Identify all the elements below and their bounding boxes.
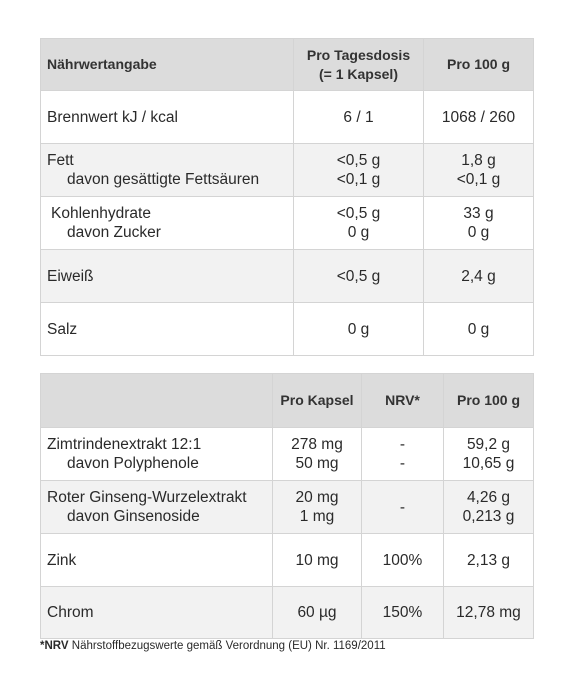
per100-main: 1,8 g — [461, 152, 496, 169]
footnote-text: Nährstoffbezugswerte gemäß Verordnung (EU) Nr. 1169/2011 — [68, 640, 386, 652]
nutrient-main: Kohlenhydrate — [51, 205, 151, 222]
ingredient-main: Roter Ginseng-Wurzelextrakt — [47, 489, 247, 506]
ingredient-name — [41, 428, 273, 481]
ingredients-table-header — [41, 374, 534, 428]
capsule-value — [273, 428, 362, 481]
per100-value: 2,4 g — [424, 250, 534, 303]
nutrient-name — [41, 197, 294, 250]
per100-sub: <0,1 g — [456, 171, 501, 188]
nrv-value: 100% — [362, 534, 444, 587]
table-row — [41, 534, 534, 587]
table-row — [41, 144, 534, 197]
table-row — [41, 197, 534, 250]
per100-value — [424, 144, 534, 197]
per100-main: 4,26 g — [466, 489, 511, 506]
dose-value: <0,5 g — [294, 250, 424, 303]
ingredient-name — [41, 481, 273, 534]
table-row — [41, 428, 534, 481]
ingredient-sub: davon Ginsenoside — [67, 508, 200, 525]
footnote — [40, 640, 386, 652]
dose-sub: <0,1 g — [336, 171, 381, 188]
capsule-main: 278 mg — [291, 436, 343, 453]
header-daily-dose — [294, 39, 424, 91]
header-daily-dose-line2: (= 1 Kapsel) — [319, 65, 398, 82]
nrv-main: - — [399, 436, 406, 453]
table-row — [41, 250, 534, 303]
per100-value — [424, 197, 534, 250]
ingredient-main: Zimtrindenextrakt 12:1 — [47, 436, 202, 453]
per100-sub: 10,65 g — [462, 455, 515, 472]
header-ingredient — [41, 374, 273, 428]
table-row — [41, 587, 534, 639]
capsule-value — [273, 481, 362, 534]
per100-sub: 0 g — [467, 224, 490, 241]
ingredients-table — [40, 373, 534, 639]
capsule-sub: 1 mg — [299, 508, 335, 525]
dose-value: 6 / 1 — [294, 91, 424, 144]
capsule-value: 10 mg — [273, 534, 362, 587]
ingredient-name: Chrom — [41, 587, 273, 639]
nutrient-sub: davon gesättigte Fettsäuren — [67, 171, 260, 188]
per100-value — [444, 428, 534, 481]
nutrient-name: Brennwert kJ / kcal — [41, 91, 294, 144]
capsule-value: 60 µg — [273, 587, 362, 639]
dose-value — [294, 144, 424, 197]
dose-value — [294, 197, 424, 250]
dose-sub: 0 g — [347, 224, 370, 241]
header-per-100g: Pro 100 g — [444, 374, 534, 428]
header-nutrient: Nährwertangabe — [41, 39, 294, 91]
nutrition-table — [40, 38, 534, 356]
capsule-sub: 50 mg — [295, 455, 339, 472]
capsule-main: 20 mg — [295, 489, 339, 506]
nrv-value — [362, 428, 444, 481]
dose-main: <0,5 g — [336, 152, 381, 169]
nutrient-sub: davon Zucker — [67, 224, 161, 241]
per100-value: 12,78 mg — [444, 587, 534, 639]
header-per-100g: Pro 100 g — [424, 39, 534, 91]
header-daily-dose-line1: Pro Tagesdosis — [306, 46, 411, 63]
nutrient-main: Fett — [47, 152, 74, 169]
dose-main: <0,5 g — [336, 205, 381, 222]
ingredient-name: Zink — [41, 534, 273, 587]
header-per-capsule: Pro Kapsel — [273, 374, 362, 428]
nutrient-name: Eiweiß — [41, 250, 294, 303]
per100-value: 2,13 g — [444, 534, 534, 587]
table-row — [41, 91, 534, 144]
nutrient-name — [41, 144, 294, 197]
header-nrv: NRV* — [362, 374, 444, 428]
nutrition-table-header — [41, 39, 534, 91]
ingredient-sub: davon Polyphenole — [67, 455, 199, 472]
footnote-marker: *NRV — [40, 640, 69, 652]
per100-sub: 0,213 g — [462, 508, 515, 525]
per100-value: 0 g — [424, 303, 534, 356]
table-row — [41, 303, 534, 356]
per100-main: 33 g — [463, 205, 494, 222]
table-row — [41, 481, 534, 534]
dose-value: 0 g — [294, 303, 424, 356]
nutrient-name: Salz — [41, 303, 294, 356]
per100-value — [444, 481, 534, 534]
nrv-value: - — [362, 481, 444, 534]
nrv-value: 150% — [362, 587, 444, 639]
per100-value: 1068 / 260 — [424, 91, 534, 144]
nrv-sub: - — [399, 455, 406, 472]
per100-main: 59,2 g — [466, 436, 511, 453]
